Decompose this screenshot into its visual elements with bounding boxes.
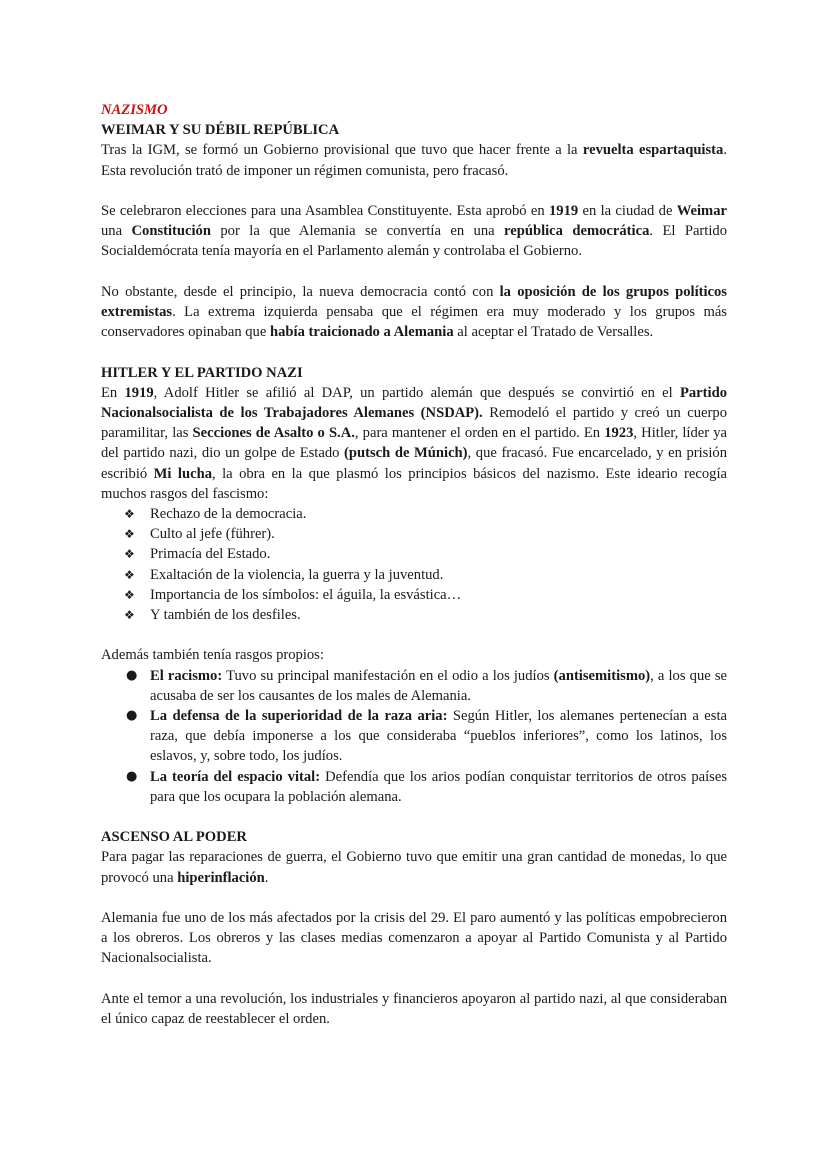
list-item: ● La defensa de la superioridad de la raza aria: Según Hitler, los alemanes pertenecían a esta raza, que debía imponerse a los que consideraba “pueblos inferiores”, como los latinos, los eslavos, y, sobre todo, los judíos. (126, 708, 727, 765)
diamond-bullet-icon: ❖ (124, 567, 135, 582)
list-item: ● El racismo: Tuvo su principal manifestación en el odio a los judíos (antisemitismo), a los que se acusaba de ser los causantes de los males de Alemania. (126, 667, 727, 704)
document-title: NAZISMO (101, 102, 168, 118)
list-item: ❖ Rechazo de la democracia. (101, 504, 727, 524)
paragraph-weimar-3: No obstante, desde el principio, la nueva democracia contó con la oposición de los grupos políticos extremistas. La extrema izquierda pensaba que el régimen era muy moderado y los grupos más conservadores opinaban que había traicionado a Alemania al aceptar el Tratado de Versalles. (101, 283, 727, 341)
nazi-traits-list (101, 666, 727, 807)
paragraph-hitler-2: Además también tenía rasgos propios: (101, 647, 324, 664)
section-heading-weimar: WEIMAR Y SU DÉBIL REPÚBLICA (101, 122, 340, 139)
list-item: ● La teoría del espacio vital: Defendía que los arios podían conquistar territorios de otros países para que los ocupara la población alemana. (126, 768, 727, 805)
diamond-bullet-icon: ❖ (124, 587, 135, 602)
section-heading-ascenso: ASCENSO AL PODER (101, 829, 247, 846)
diamond-bullet-icon: ❖ (124, 527, 135, 542)
paragraph-weimar-1: Tras la IGM, se formó un Gobierno provisional que tuvo que hacer frente a la revuelta espartaquista. Esta revolución trató de imponer un régimen comunista, pero fracasó. (101, 142, 727, 179)
paragraph-hitler-1: En 1919, Adolf Hitler se afilió al DAP, un partido alemán que después se convirtió en el Partido Nacionalsocialista de los Trabajadores Alemanes (NSDAP). Remodeló el partido y creó un cuerpo paramilitar, las Secciones de Asalto o S.A., para mantener el orden en el partido. En 1923, Hitler, líder ya del partido nazi, dio un golpe de Estado (putsch de Múnich), que fracasó. Fue encarcelado, y en prisión escribió Mi lucha, la obra en la que plasmó los principios básicos del nazismo. Este ideario recogía muchos rasgos del fascismo: (101, 384, 728, 502)
dot-bullet-icon: ● (126, 708, 138, 724)
paragraph-ascenso-3: Ante el temor a una revolución, los industriales y financieros apoyaron al partido nazi, al que consideraban el único capaz de reestablecer el orden. (101, 990, 727, 1028)
section-heading-hitler: HITLER Y EL PARTIDO NAZI (101, 364, 303, 381)
diamond-bullet-icon: ❖ (124, 507, 135, 522)
list-item: ❖ Y también de los desfiles. (101, 605, 727, 625)
paragraph-ascenso-1: Para pagar las reparaciones de guerra, el Gobierno tuvo que emitir una gran cantidad de monedas, lo que provocó una hiperinflación. (101, 849, 727, 886)
list-item: ❖ Culto al jefe (führer). (101, 524, 727, 544)
document-page (101, 100, 727, 1029)
list-item: ❖ Importancia de los símbolos: el águila, la esvástica… (101, 585, 727, 605)
list-item: ❖ Primacía del Estado. (101, 544, 727, 564)
diamond-bullet-icon: ❖ (124, 547, 135, 562)
fascism-traits-list (101, 504, 727, 625)
diamond-bullet-icon: ❖ (124, 608, 135, 623)
dot-bullet-icon: ● (126, 667, 138, 683)
paragraph-ascenso-2: Alemania fue uno de los más afectados por la crisis del 29. El paro aumentó y las políticas empobrecieron a los obreros. Los obreros y las clases medias comenzaron a apoyar al Partido Comunista y al Partido Nacionalsocialista. (101, 910, 727, 967)
paragraph-weimar-2: Se celebraron elecciones para una Asamblea Constituyente. Esta aprobó en 1919 en la ciudad de Weimar una Constitución por la que Alemania se convertía en una república democrática. El Partido Socialdemócrata tenía mayoría en el Parlamento alemán y controlaba el Gobierno. (101, 203, 727, 260)
dot-bullet-icon: ● (126, 768, 138, 784)
list-item: ❖ Exaltación de la violencia, la guerra y la juventud. (101, 565, 727, 585)
